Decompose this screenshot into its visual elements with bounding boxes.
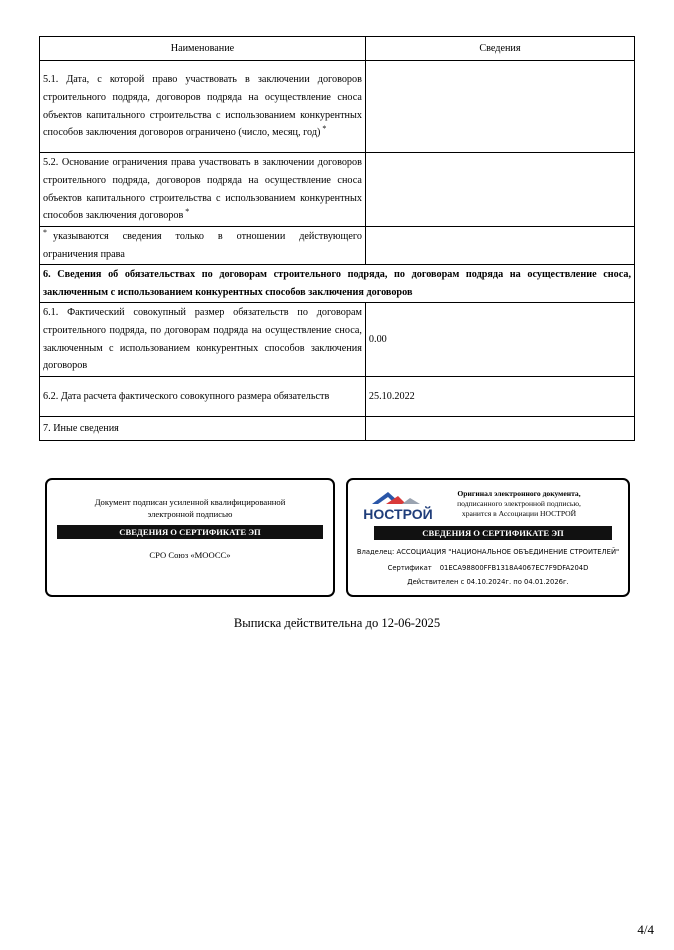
svg-text:НОСТРОЙ: НОСТРОЙ [363, 506, 433, 522]
signed-note: Документ подписан усиленной квалифицированной электронной подписью [94, 497, 286, 519]
row-7-value [365, 417, 634, 441]
row-5-1-value [365, 61, 634, 153]
row-6-1-value: 0.00 [365, 303, 634, 377]
signature-stamp-left [45, 478, 335, 597]
row-6-2-value: 25.10.2022 [365, 377, 634, 417]
footnote-mark: * [322, 123, 327, 133]
certificate-bar: СВЕДЕНИЯ О СЕРТИФИКАТЕ ЭП [374, 526, 612, 540]
table-row [40, 61, 635, 153]
table-row [40, 303, 635, 377]
table-row [40, 377, 635, 417]
certificate-owner: Владелец: АССОЦИАЦИЯ "НАЦИОНАЛЬНОЕ ОБЪЕДИНЕНИЕ СТРОИТЕЛЕЙ" [356, 548, 620, 556]
extract-validity: Выписка действительна до 12-06-2025 [233, 616, 441, 630]
section-6-title: 6. Сведения об обязательствах по договорам строительного подряда, по договорам подряда на осуществление сноса, заключенным с использованием конкурентных способов заключения договоров [40, 265, 635, 303]
footnote-value [365, 227, 634, 265]
sro-name: СРО Союз «МООСС» [149, 550, 231, 560]
original-note: Оригинал электронного документа, подписанного электронной подписью, хранится в Ассоциации НОСТРОЙ [457, 489, 581, 518]
page-number: 4/4 [637, 922, 654, 937]
registry-table [39, 36, 635, 441]
row-5-2-value [365, 153, 634, 227]
row-6-2-name: 6.2. Дата расчета фактического совокупного размера обязательств [40, 377, 366, 417]
row-5-2-name: 5.2. Основание ограничения права участвовать в заключении договоров строительного подряда, договоров подряда на осуществление сноса объектов капитального строительства с использованием конкурентных способов заключения договоров * [40, 153, 366, 227]
footnote-text: * указываются сведения только в отношении действующего ограничения права [40, 227, 366, 265]
table-header-row [40, 37, 635, 61]
footnote-mark: * [185, 206, 190, 216]
certificate-bar: СВЕДЕНИЯ О СЕРТИФИКАТЕ ЭП [57, 525, 323, 539]
table-row [40, 227, 635, 265]
table-row [40, 153, 635, 227]
signature-stamp-right [346, 478, 630, 597]
header-name: Наименование [40, 37, 366, 61]
section-row [40, 265, 635, 303]
table-row [40, 417, 635, 441]
row-7-name: 7. Иные сведения [40, 417, 366, 441]
row-5-1-name: 5.1. Дата, с которой право участвовать в заключении договоров строительного подряда, договоров подряда на осуществление сноса объектов капитального строительства с использованием конкурентных способов заключения договоров ограничено (число, месяц, год) * [40, 61, 366, 153]
row-6-1-name: 6.1. Фактический совокупный размер обязательств по договорам строительного подряда, по договорам подряда на осуществление сноса, заключенным с использованием конкурентных способов заключения договоров [40, 303, 366, 377]
nostroy-logo [362, 488, 434, 524]
footnote-mark: * [43, 227, 47, 237]
header-info: Сведения [365, 37, 634, 61]
certificate-number: Сертификат 01ECA98800FFB1318A4067EC7F9DFA204D [387, 564, 589, 572]
certificate-validity: Действителен с 04.10.2024г. по 04.01.2026г. [407, 578, 569, 586]
